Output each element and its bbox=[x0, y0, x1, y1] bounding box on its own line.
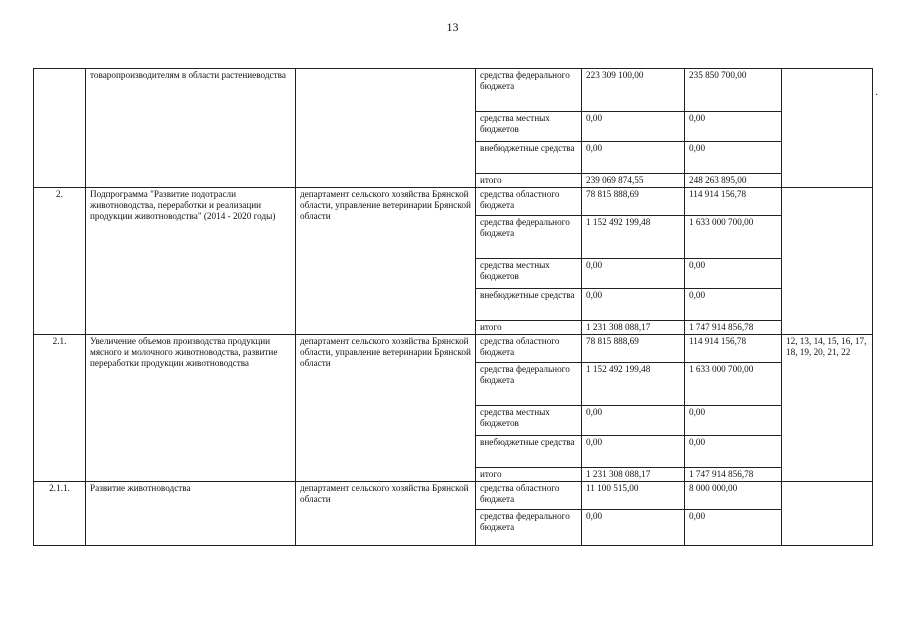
measure-title: Увеличение объемов производства продукции мясного и молочного животноводства, развитие переработки продукции животноводства bbox=[86, 335, 296, 482]
amount-2: 0,00 bbox=[685, 406, 782, 436]
amount-1: 0,00 bbox=[582, 436, 685, 468]
executor: департамент сельского хозяйства Брянской области bbox=[296, 482, 476, 546]
row-number: 2.1.1. bbox=[34, 482, 86, 546]
measure-title: Подпрограмма "Развитие подотрасли животноводства, переработки и реализации продукции животноводства" (2014 - 2020 годы) bbox=[86, 188, 296, 335]
table-row bbox=[34, 69, 873, 112]
page-number: 13 bbox=[446, 20, 459, 34]
amount-1: 78 815 888,69 bbox=[582, 188, 685, 216]
table-row bbox=[34, 482, 873, 510]
indicators: 12, 13, 14, 15, 16, 17, 18, 19, 20, 21, 22 bbox=[782, 335, 873, 482]
row-number: 2. bbox=[34, 188, 86, 335]
amount-1: 78 815 888,69 bbox=[582, 335, 685, 363]
source-label: внебюджетные средства bbox=[476, 142, 582, 174]
amount-1: 11 100 515,00 bbox=[582, 482, 685, 510]
source-label: итого bbox=[476, 468, 582, 482]
amount-2: 248 263 895,00 bbox=[685, 174, 782, 188]
budget-table bbox=[33, 68, 873, 546]
source-label: средства федерального бюджета bbox=[476, 363, 582, 406]
amount-1: 223 309 100,00 bbox=[582, 69, 685, 112]
amount-1: 0,00 bbox=[582, 510, 685, 546]
row-number: 2.1. bbox=[34, 335, 86, 482]
amount-1: 0,00 bbox=[582, 142, 685, 174]
executor bbox=[296, 69, 476, 188]
amount-1: 0,00 bbox=[582, 259, 685, 289]
amount-2: 1 633 000 700,00 bbox=[685, 216, 782, 259]
source-label: итого bbox=[476, 321, 582, 335]
indicators bbox=[782, 188, 873, 335]
source-label: средства областного бюджета bbox=[476, 188, 582, 216]
executor: департамент сельского хозяйства Брянской области, управление ветеринарии Брянской области bbox=[296, 335, 476, 482]
source-label: внебюджетные средства bbox=[476, 289, 582, 321]
source-label: внебюджетные средства bbox=[476, 436, 582, 468]
amount-1: 0,00 bbox=[582, 406, 685, 436]
measure-title: товаропроизводителям в области растениеводства bbox=[86, 69, 296, 188]
indicators bbox=[782, 482, 873, 546]
amount-1: 0,00 bbox=[582, 289, 685, 321]
amount-2: 114 914 156,78 bbox=[685, 188, 782, 216]
amount-2: 1 747 914 856,78 bbox=[685, 321, 782, 335]
executor: департамент сельского хозяйства Брянской области, управление ветеринарии Брянской области bbox=[296, 188, 476, 335]
amount-2: 0,00 bbox=[685, 510, 782, 546]
row-number bbox=[34, 69, 86, 188]
source-label: средства федерального бюджета bbox=[476, 510, 582, 546]
amount-2: 0,00 bbox=[685, 289, 782, 321]
amount-1: 1 231 308 088,17 bbox=[582, 468, 685, 482]
source-label: средства местных бюджетов bbox=[476, 406, 582, 436]
source-label: итого bbox=[476, 174, 582, 188]
amount-2: 0,00 bbox=[685, 259, 782, 289]
amount-1: 239 069 874,55 bbox=[582, 174, 685, 188]
source-label: средства федерального бюджета bbox=[476, 216, 582, 259]
table-row bbox=[34, 188, 873, 216]
amount-1: 1 231 308 088,17 bbox=[582, 321, 685, 335]
amount-2: 235 850 700,00 bbox=[685, 69, 782, 112]
amount-2: 8 000 000,00 bbox=[685, 482, 782, 510]
amount-2: 0,00 bbox=[685, 112, 782, 142]
indicators bbox=[782, 69, 873, 188]
source-label: средства местных бюджетов bbox=[476, 259, 582, 289]
amount-1: 0,00 bbox=[582, 112, 685, 142]
margin-dot: · bbox=[875, 90, 879, 101]
source-label: средства местных бюджетов bbox=[476, 112, 582, 142]
source-label: средства федерального бюджета bbox=[476, 69, 582, 112]
table-row bbox=[34, 335, 873, 363]
amount-2: 114 914 156,78 bbox=[685, 335, 782, 363]
amount-1: 1 152 492 199,48 bbox=[582, 216, 685, 259]
source-label: средства областного бюджета bbox=[476, 335, 582, 363]
amount-1: 1 152 492 199,48 bbox=[582, 363, 685, 406]
amount-2: 0,00 bbox=[685, 436, 782, 468]
amount-2: 1 747 914 856,78 bbox=[685, 468, 782, 482]
measure-title: Развитие животноводства bbox=[86, 482, 296, 546]
source-label: средства областного бюджета bbox=[476, 482, 582, 510]
amount-2: 0,00 bbox=[685, 142, 782, 174]
amount-2: 1 633 000 700,00 bbox=[685, 363, 782, 406]
